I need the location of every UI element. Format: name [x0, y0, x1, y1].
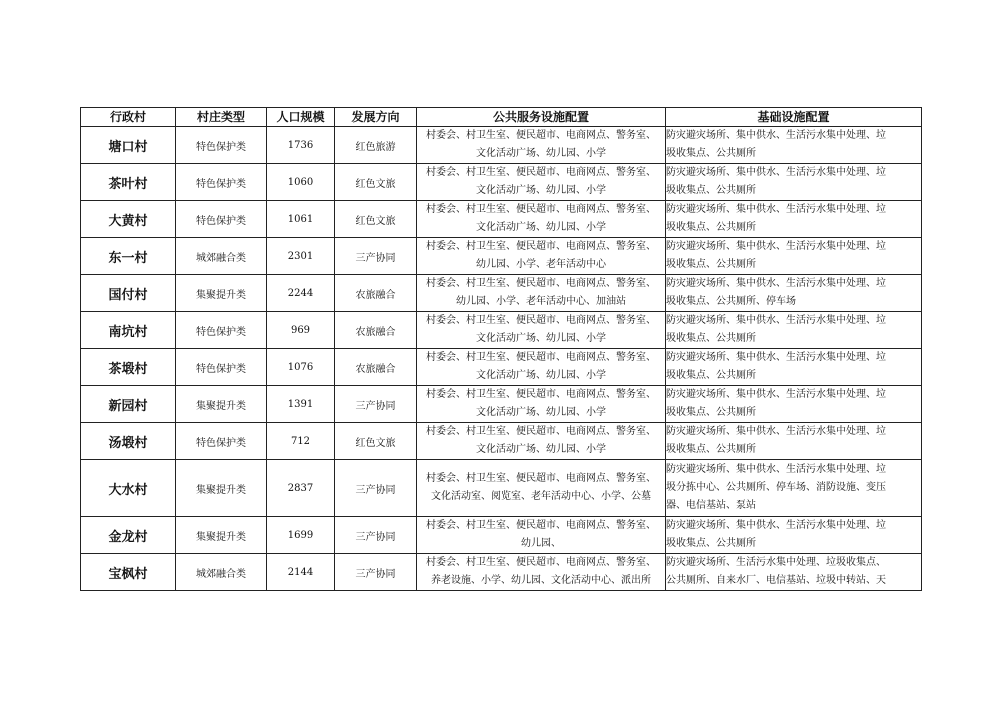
direction-cell: 三产协同 — [335, 460, 417, 517]
village-type-cell: 特色保护类 — [176, 164, 267, 201]
table-row — [81, 460, 922, 517]
header-infrastructure: 基础设施配置 — [666, 108, 922, 127]
public-services-cell: 村委会、村卫生室、便民超市、电商网点、警务室、 文化活动广场、幼儿园、小学 — [417, 127, 666, 164]
village-name-cell: 塘口村 — [81, 127, 176, 164]
population-cell: 712 — [267, 423, 335, 460]
header-village: 行政村 — [81, 108, 176, 127]
population-cell: 2244 — [267, 275, 335, 312]
village-name-cell: 国付村 — [81, 275, 176, 312]
direction-cell: 三产协同 — [335, 386, 417, 423]
village-type-cell: 集聚提升类 — [176, 460, 267, 517]
table-body — [81, 127, 922, 591]
village-name-cell: 东一村 — [81, 238, 176, 275]
infrastructure-cell: 防灾避灾场所、集中供水、生活污水集中处理、垃 圾收集点、公共厕所 — [666, 164, 922, 201]
public-services-cell: 村委会、村卫生室、便民超市、电商网点、警务室、 养老设施、小学、幼儿园、文化活动中心、派出所 — [417, 554, 666, 591]
population-cell: 2144 — [267, 554, 335, 591]
infrastructure-cell: 防灾避灾场所、集中供水、生活污水集中处理、垃 圾收集点、公共厕所 — [666, 423, 922, 460]
direction-cell: 三产协同 — [335, 554, 417, 591]
population-cell: 2301 — [267, 238, 335, 275]
population-cell: 1736 — [267, 127, 335, 164]
village-name-cell: 大水村 — [81, 460, 176, 517]
village-type-cell: 城郊融合类 — [176, 554, 267, 591]
village-name-cell: 茶塅村 — [81, 349, 176, 386]
table-row — [81, 164, 922, 201]
direction-cell: 三产协同 — [335, 517, 417, 554]
table-row — [81, 423, 922, 460]
population-cell: 969 — [267, 312, 335, 349]
public-services-cell: 村委会、村卫生室、便民超市、电商网点、警务室、 文化活动广场、幼儿园、小学 — [417, 349, 666, 386]
infrastructure-cell: 防灾避灾场所、集中供水、生活污水集中处理、垃 圾收集点、公共厕所 — [666, 386, 922, 423]
village-name-cell: 金龙村 — [81, 517, 176, 554]
direction-cell: 红色文旅 — [335, 164, 417, 201]
header-village-type: 村庄类型 — [176, 108, 267, 127]
village-name-cell: 宝枫村 — [81, 554, 176, 591]
village-type-cell: 集聚提升类 — [176, 275, 267, 312]
village-name-cell: 新园村 — [81, 386, 176, 423]
infrastructure-cell: 防灾避灾场所、集中供水、生活污水集中处理、垃 圾收集点、公共厕所、停车场 — [666, 275, 922, 312]
table-row — [81, 127, 922, 164]
infrastructure-cell: 防灾避灾场所、集中供水、生活污水集中处理、垃 圾收集点、公共厕所 — [666, 349, 922, 386]
village-type-cell: 特色保护类 — [176, 349, 267, 386]
direction-cell: 农旅融合 — [335, 349, 417, 386]
direction-cell: 三产协同 — [335, 238, 417, 275]
header-direction: 发展方向 — [335, 108, 417, 127]
village-type-cell: 城郊融合类 — [176, 238, 267, 275]
table-row — [81, 517, 922, 554]
table-row — [81, 201, 922, 238]
village-name-cell: 大黄村 — [81, 201, 176, 238]
public-services-cell: 村委会、村卫生室、便民超市、电商网点、警务室、 文化活动室、阅览室、老年活动中心、小学、公墓 — [417, 460, 666, 517]
infrastructure-cell: 防灾避灾场所、集中供水、生活污水集中处理、垃 圾收集点、公共厕所 — [666, 127, 922, 164]
infrastructure-cell: 防灾避灾场所、集中供水、生活污水集中处理、垃 圾收集点、公共厕所 — [666, 312, 922, 349]
direction-cell: 农旅融合 — [335, 312, 417, 349]
public-services-cell: 村委会、村卫生室、便民超市、电商网点、警务室、 文化活动广场、幼儿园、小学 — [417, 201, 666, 238]
village-name-cell: 茶叶村 — [81, 164, 176, 201]
infrastructure-cell: 防灾避灾场所、集中供水、生活污水集中处理、垃 圾收集点、公共厕所 — [666, 517, 922, 554]
public-services-cell: 村委会、村卫生室、便民超市、电商网点、警务室、 文化活动广场、幼儿园、小学 — [417, 423, 666, 460]
infrastructure-cell: 防灾避灾场所、集中供水、生活污水集中处理、垃 圾分拣中心、公共厕所、停车场、消防设施、变压 器、电信基站、泵站 — [666, 460, 922, 517]
village-type-cell: 特色保护类 — [176, 201, 267, 238]
village-name-cell: 汤塅村 — [81, 423, 176, 460]
table-row — [81, 275, 922, 312]
village-type-cell: 特色保护类 — [176, 423, 267, 460]
population-cell: 1391 — [267, 386, 335, 423]
table-row — [81, 386, 922, 423]
public-services-cell: 村委会、村卫生室、便民超市、电商网点、警务室、 幼儿园、小学、老年活动中心、加油站 — [417, 275, 666, 312]
direction-cell: 红色旅游 — [335, 127, 417, 164]
population-cell: 1061 — [267, 201, 335, 238]
table-row — [81, 554, 922, 591]
infrastructure-cell: 防灾避灾场所、集中供水、生活污水集中处理、垃 圾收集点、公共厕所 — [666, 201, 922, 238]
population-cell: 1060 — [267, 164, 335, 201]
village-planning-table — [80, 107, 922, 591]
direction-cell: 农旅融合 — [335, 275, 417, 312]
village-type-cell: 集聚提升类 — [176, 386, 267, 423]
village-type-cell: 特色保护类 — [176, 312, 267, 349]
village-type-cell: 特色保护类 — [176, 127, 267, 164]
table-row — [81, 238, 922, 275]
table-row — [81, 349, 922, 386]
table-row — [81, 312, 922, 349]
public-services-cell: 村委会、村卫生室、便民超市、电商网点、警务室、 文化活动广场、幼儿园、小学 — [417, 164, 666, 201]
direction-cell: 红色文旅 — [335, 201, 417, 238]
public-services-cell: 村委会、村卫生室、便民超市、电商网点、警务室、 幼儿园、小学、老年活动中心 — [417, 238, 666, 275]
header-population: 人口规模 — [267, 108, 335, 127]
public-services-cell: 村委会、村卫生室、便民超市、电商网点、警务室、 文化活动广场、幼儿园、小学 — [417, 312, 666, 349]
population-cell: 1699 — [267, 517, 335, 554]
population-cell: 1076 — [267, 349, 335, 386]
header-public-services: 公共服务设施配置 — [417, 108, 666, 127]
direction-cell: 红色文旅 — [335, 423, 417, 460]
village-name-cell: 南坑村 — [81, 312, 176, 349]
public-services-cell: 村委会、村卫生室、便民超市、电商网点、警务室、 幼儿园、 — [417, 517, 666, 554]
public-services-cell: 村委会、村卫生室、便民超市、电商网点、警务室、 文化活动广场、幼儿园、小学 — [417, 386, 666, 423]
table-header-row — [81, 108, 922, 127]
infrastructure-cell: 防灾避灾场所、生活污水集中处理、垃圾收集点、 公共厕所、自来水厂、电信基站、垃圾中转站、天 — [666, 554, 922, 591]
village-type-cell: 集聚提升类 — [176, 517, 267, 554]
infrastructure-cell: 防灾避灾场所、集中供水、生活污水集中处理、垃 圾收集点、公共厕所 — [666, 238, 922, 275]
population-cell: 2837 — [267, 460, 335, 517]
